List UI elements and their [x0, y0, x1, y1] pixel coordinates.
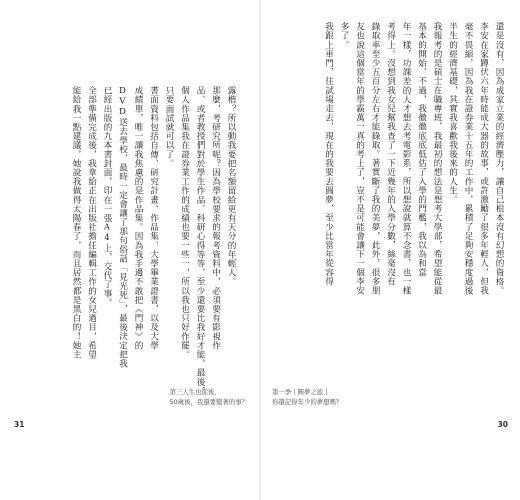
- paragraph: 成績單，唯一讓我焦慮的是作品集。因為我手邊不敢把《門神》的: [133, 86, 143, 350]
- paragraph: 李安在家蹲伏六年時能成大器的故事，或許激勵了很多年輕人，但我: [478, 22, 489, 295]
- paragraph: 露楷？所以動我要把名額留給更有天分的年輕人。: [226, 86, 236, 287]
- paragraph: DVD送去學校，最時一定會讓了那句俗話「見光死」，最後決定把我: [117, 86, 128, 368]
- paragraph: 能給我一點建議，她說我做得太陽春了，而且居然都是黑白的！她主: [71, 86, 81, 359]
- caption-line: 你還記得年少的夢想嗎？: [272, 397, 343, 406]
- caption-line: 50歲後，我還要變著的事？: [169, 397, 248, 406]
- right-page: [260, 0, 520, 500]
- page-number: 31: [14, 420, 25, 429]
- caption-line: 第一季丨圓夢之旅丨: [272, 388, 330, 396]
- paragraph: 毫不畏縮，因為我在證券業十五年的工作中，累積了足夠安穩度過後: [463, 22, 473, 295]
- paragraph: 那麼，考研究所呢？因為學校要求的報考資料中，必須要有影視作: [210, 86, 221, 350]
- paragraph: 已經出版的九本書封面，印在一張A4上，交代了事。: [102, 86, 112, 308]
- paragraph: 基本的開始，不過，我徹徹底底低估了入學的門檻，我以為和當: [416, 22, 427, 277]
- paragraph: 半生的經濟基礎，其實我喜歡我後來的人生。: [447, 22, 458, 204]
- paragraph: 只要面試就可以了。: [164, 86, 174, 168]
- paragraph: 考得上。沒想到我女兒幫我查了一下近幾年的入學分數，絲毫沒有: [385, 22, 396, 286]
- right-running-footer: [272, 388, 342, 407]
- paragraph: 書面資料包括自傳、研究計畫、作品集、大學畢業證書，以及大學: [148, 86, 159, 350]
- paragraph: 年一樣，功課差的人才想去考電影系，所以想說就算不念書，也一樣: [401, 22, 411, 295]
- paragraph: 錄取率至少五百分左右才能錄取。著實斷了我的美夢，此外，很多朋: [370, 22, 380, 295]
- paragraph: 友也說這個當年的學霸萬一真的考上了，豈不是可能會讓下一個李安: [354, 22, 365, 295]
- paragraph: 我跟上車門，往試場走去，現在的我要去圓夢，至少比當年從容得: [323, 22, 334, 286]
- paragraph: 還是沒有，因為成家立業的經濟壓力，讓自己根本沒有幻想的資格。: [494, 22, 504, 295]
- paragraph: 我報考的是碩士在職專班，我最初的想法是想考大學部，希望能從最: [432, 22, 442, 295]
- caption-line: 第三人生也從後，: [169, 388, 221, 396]
- page-number: 30: [497, 420, 508, 429]
- paragraph: 品、或者教授們對於學生作品、科研心得等等，至少還要比我好才能，最後，: [195, 86, 205, 396]
- paragraph: 多了。: [339, 22, 349, 50]
- paragraph: 全部準備完成後，我拿給正在出版社擔任編輯工作的女兒過目，希望: [86, 86, 97, 359]
- right-page-body: [320, 22, 506, 295]
- left-running-footer: [170, 388, 248, 407]
- paragraph: 個人作品集我在證券業工作的成績也要一些一，所以我也只好作罷。: [179, 86, 190, 359]
